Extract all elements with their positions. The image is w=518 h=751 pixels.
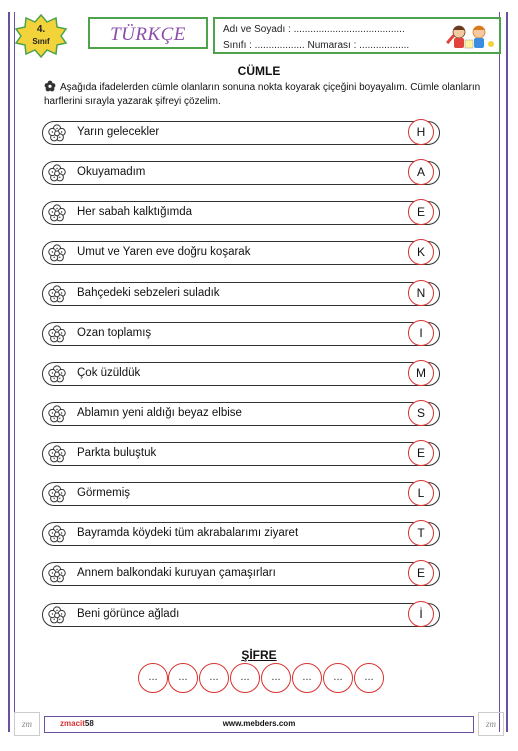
flower-icon[interactable] — [46, 244, 68, 262]
answer-letter: I — [408, 320, 434, 346]
cipher-slot[interactable]: ... — [354, 663, 384, 693]
author-tag-prefix: zmacit — [60, 719, 85, 728]
cipher-slot[interactable]: ... — [230, 663, 260, 693]
answer-letter: E — [408, 440, 434, 466]
page-title: CÜMLE — [237, 64, 281, 78]
sentence-text: Yarın gelecekler — [77, 126, 160, 138]
instruction-text — [44, 80, 488, 109]
corner-mark-left: zm — [14, 712, 40, 736]
answer-letter: A — [408, 159, 434, 185]
sentence-row — [42, 121, 440, 145]
grade-number: 4. — [36, 24, 46, 35]
cipher-slot[interactable]: ... — [292, 663, 322, 693]
answer-letter: E — [408, 199, 434, 225]
subject-title: TÜRKÇE — [110, 24, 186, 45]
sentence-row — [42, 201, 440, 225]
class-number-field[interactable]: Sınıfı : .................. Numarası : .................. — [223, 40, 410, 51]
cipher-slot[interactable]: ... — [168, 663, 198, 693]
cipher-slot[interactable]: ... — [261, 663, 291, 693]
sentence-text: Umut ve Yaren eve doğru koşarak — [77, 246, 251, 258]
answer-letter: L — [408, 480, 434, 506]
flower-icon — [44, 80, 56, 92]
sentence-row — [42, 402, 440, 426]
cipher-label: ŞİFRE — [241, 648, 277, 662]
sentence-text: Parkta buluştuk — [77, 447, 157, 459]
sentence-row — [42, 603, 440, 627]
name-field[interactable]: Adı ve Soyadı : ........................................ — [223, 24, 405, 35]
answer-letter: S — [408, 400, 434, 426]
sentence-text: Annem balkondaki kuruyan çamaşırları — [77, 567, 276, 579]
sentence-text: Çok üzüldük — [77, 367, 141, 379]
author-tag-suffix: 58 — [84, 719, 94, 728]
sentence-row — [42, 161, 440, 185]
answer-letter: H — [408, 119, 434, 145]
sentence-text: Her sabah kalktığımda — [77, 206, 193, 218]
grade-badge — [14, 14, 68, 58]
corner-mark-right: zm — [478, 712, 504, 736]
answer-letter: N — [408, 280, 434, 306]
sentence-row — [42, 482, 440, 506]
answer-letter: K — [408, 239, 434, 265]
sentence-text: Ablamın yeni aldığı beyaz elbise — [77, 407, 242, 419]
sentence-row — [42, 522, 440, 546]
cipher-slot[interactable]: ... — [323, 663, 353, 693]
flower-icon[interactable] — [46, 445, 68, 463]
sentence-row — [42, 442, 440, 466]
cipher-slot[interactable]: ... — [138, 663, 168, 693]
answer-letter: E — [408, 560, 434, 586]
sentence-row — [42, 282, 440, 306]
answer-letter: M — [408, 360, 434, 386]
sentence-row — [42, 562, 440, 586]
sentence-text: Görmemiş — [77, 487, 131, 499]
sentence-text: Bahçedeki sebzeleri suladık — [77, 287, 220, 299]
grade-badge-icon — [14, 14, 68, 58]
flower-icon[interactable] — [46, 525, 68, 543]
flower-icon[interactable] — [46, 325, 68, 343]
flower-icon[interactable] — [46, 285, 68, 303]
sentence-row — [42, 362, 440, 386]
subject-box — [88, 17, 208, 49]
sentence-row — [42, 322, 440, 346]
sentence-text: Beni görünce ağladı — [77, 608, 180, 620]
sentence-text: Bayramda köydeki tüm akrabalarımı ziyaret — [77, 527, 299, 539]
student-info-box — [213, 17, 501, 54]
flower-icon[interactable] — [46, 606, 68, 624]
flower-icon[interactable] — [46, 204, 68, 222]
flower-icon[interactable] — [46, 565, 68, 583]
sentence-text: Okuyamadım — [77, 166, 146, 178]
cipher-slot[interactable]: ... — [199, 663, 229, 693]
sentence-text: Ozan toplamış — [77, 327, 152, 339]
flower-icon[interactable] — [46, 405, 68, 423]
answer-letter: İ — [408, 601, 434, 627]
flower-icon[interactable] — [46, 365, 68, 383]
answer-letter: T — [408, 520, 434, 546]
sentence-row — [42, 241, 440, 265]
flower-icon[interactable] — [46, 164, 68, 182]
grade-word: Sınıf — [32, 37, 50, 46]
instruction-label: Aşağıda ifadelerden cümle olanların sonuna nokta koyarak çiçeğini boyayalım. Cümle olanların harflerini sırayla yazarak şifreyi çözelim. — [44, 82, 481, 107]
kids-reading-icon — [441, 20, 497, 52]
website-url[interactable]: www.mebders.com — [222, 719, 296, 728]
flower-icon[interactable] — [46, 485, 68, 503]
flower-icon[interactable] — [46, 124, 68, 142]
